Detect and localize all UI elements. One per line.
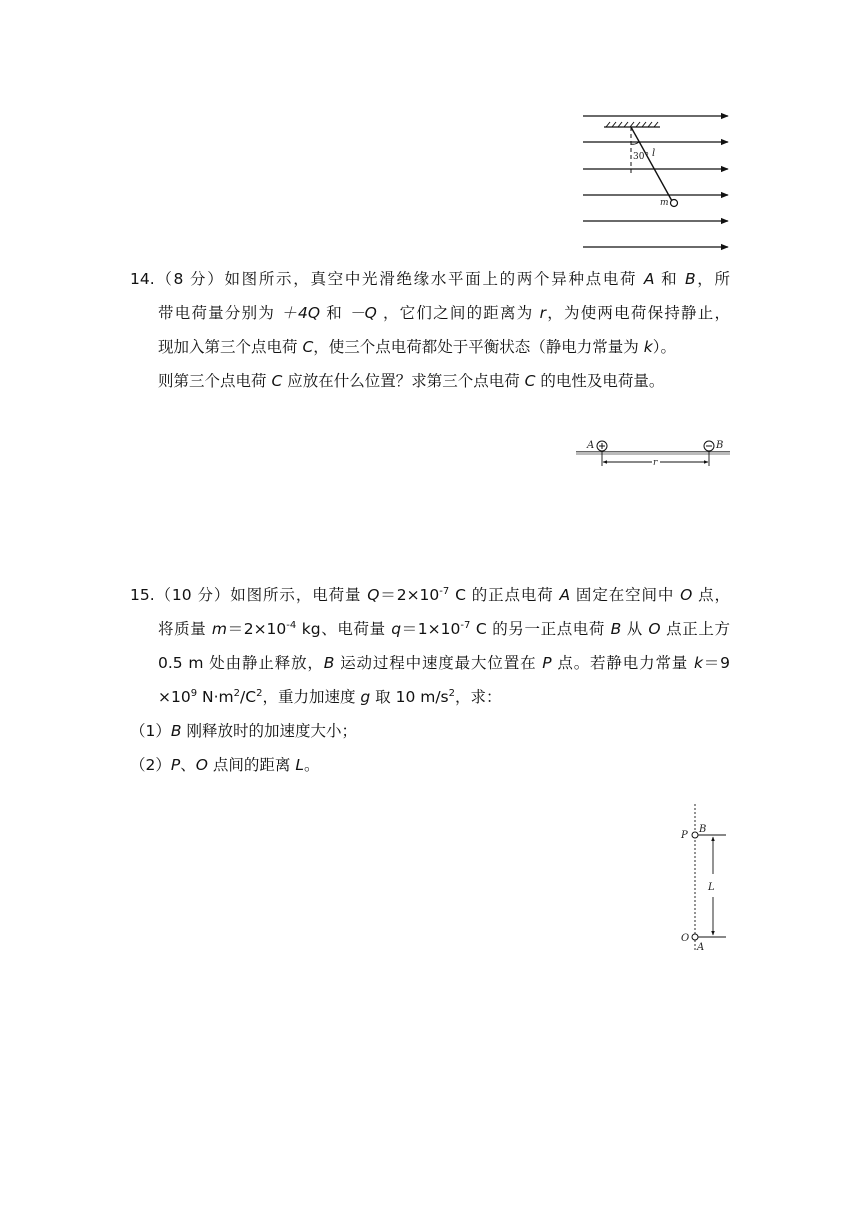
mass-label: m [660,198,669,208]
q15-line-2: 将质量 $m=2\times 10^{-4}$ kg、电荷量 $q=1\times 10^{-7}$ C 的另一正点电荷 B 从 O 点正上方 [158,620,730,638]
label-a: A [697,942,705,953]
label-a: A [587,440,595,451]
two-charges-figure [572,434,734,470]
ceiling-support [604,122,660,127]
q14-line-2: 带电荷量分别为 ＋4Q 和 －Q ，它们之间的距离为 r，为使两电荷保持静止， [158,304,731,322]
q15-subquestion-2: （2）P、O 点间的距离 L。 [130,756,320,774]
q14-line-1: 14.（8 分）如图所示，真空中光滑绝缘水平面上的两个异种点电荷 A 和 B，所 [130,270,730,288]
length-label: l [652,148,656,159]
q15-line-1: 15.（10 分）如图所示，电荷量 $Q=2\times 10^{-7}$ C 的正点电荷 A 固定在空间中 O 点， [130,586,731,604]
pendulum-field-figure [578,108,738,254]
label-l: L [708,882,715,893]
label-b: B [699,824,707,835]
point-p-marker [692,832,698,838]
label-b: B [716,440,724,451]
pendulum-string [631,127,672,201]
ground-hatch [576,452,730,455]
angle-label: 30° [633,152,649,162]
point-o-marker [692,934,698,940]
q15-subquestion-1: （1）B 刚释放时的加速度大小； [130,722,357,740]
q15-line-4: $\times 10^9$ $N\cdot m^2/C^2$，重力加速度 g 取 10 $m/s^2$，求： [158,688,502,706]
question-15 [130,578,730,782]
label-r: r [653,458,658,468]
q15-line-3: 0.5 m 处由静止释放，B 运动过程中速度最大位置在 P 点。若静电力常量 k＝9 [158,654,730,672]
question-14 [130,262,730,398]
pendulum-bob [671,200,678,207]
label-o: O [681,933,690,944]
field-lines [583,116,728,247]
vertical-distance-figure [676,802,736,954]
q14-line-3: 现加入第三个点电荷 C，使三个点电荷都处于平衡状态（静电力常量为 k）。 [158,338,676,356]
q14-line-4: 则第三个点电荷 C 应放在什么位置？求第三个点电荷 C 的电性及电荷量。 [158,372,665,390]
label-p: P [681,830,688,841]
